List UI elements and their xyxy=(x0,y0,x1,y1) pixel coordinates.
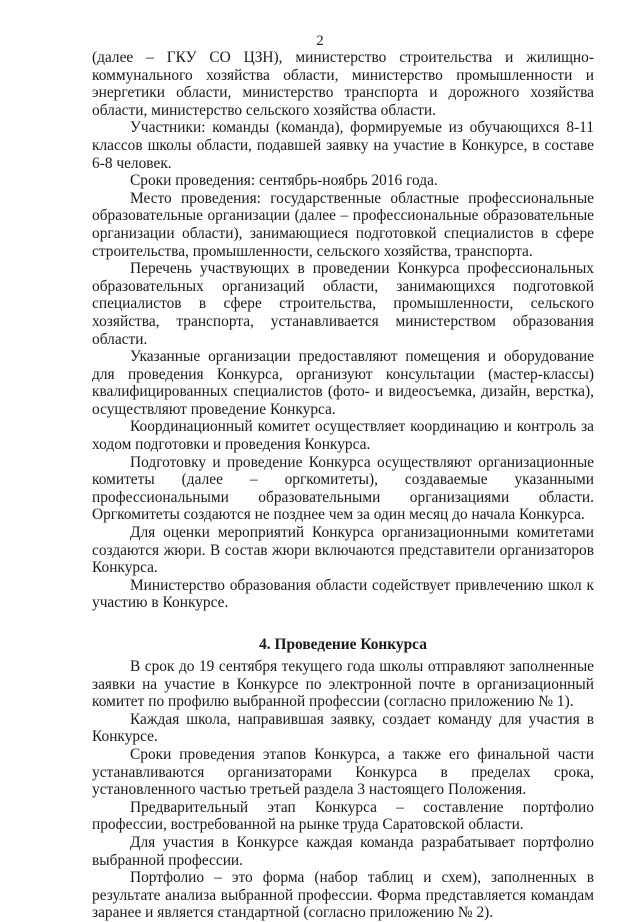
paragraph: Место проведения: государственные областные профессиональные образовательные организации (далее – профессиональные образовательные организации области), занимающиеся подготовкой специалистов в сфере строительства, промышленности, сельского хозяйства, транспорта. xyxy=(92,189,594,260)
paragraph: Подготовку и проведение Конкурса осуществляют организационные комитеты (далее – оргкомитеты), создаваемые указанными профессиональными образовательными организациями области. Оргкомитеты создаются не позднее чем за один месяц до начала Конкурса. xyxy=(92,453,594,524)
paragraph: Портфолио – это форма (набор таблиц и схем), заполненных в результате анализа выбранной профессии. Форма представляется командам заранее и является стандартной (согласно приложению № 2). xyxy=(92,869,594,922)
paragraph: Каждая школа, направившая заявку, создает команду для участия в Конкурсе. xyxy=(92,710,594,746)
paragraph: Министерство образования области содействует привлечению школ к участию в Конкурсе. xyxy=(92,576,594,612)
paragraph: Участники: команды (команда), формируемые из обучающихся 8-11 классов школы области, подавшей заявку на участие в Конкурсе, в составе 6-8 человек. xyxy=(92,119,594,172)
document-body xyxy=(92,49,594,922)
section-heading: 4. Проведение Конкурса xyxy=(259,636,427,653)
paragraph: Указанные организации предоставляют помещения и оборудование для проведения Конкурса, организуют консультации (мастер-классы) квалифицированных специалистов (фото- и видеосъемка, дизайн, верстка), осуществляют проведение Конкурса. xyxy=(92,348,594,418)
paragraph: Сроки проведения этапов Конкурса, а также его финальной части устанавливаются организаторами Конкурса в пределах срока, установленного частью третьей раздела 3 настоящего Положения. xyxy=(92,745,594,799)
paragraph: Для участия в Конкурсе каждая команда разрабатывает портфолио выбранной профессии. xyxy=(92,833,594,869)
paragraph: Перечень участвующих в проведении Конкурса профессиональных образовательных организаций области, занимающихся подготовкой специалистов в сфере строительства, промышленности, сельского хозяйства, транспорта, устанавливается министерством образования области. xyxy=(92,260,594,348)
paragraph: Сроки проведения: сентябрь-ноябрь 2016 года. xyxy=(130,172,438,190)
page-number: 2 xyxy=(316,33,324,49)
paragraph: (далее – ГКУ СО ЦЗН), министерство строительства и жилищно-коммунального хозяйства области, министерство промышленности и энергетики области, министерство транспорта и дорожного хозяйства области, министерство сельского хозяйства области. xyxy=(92,49,594,119)
paragraph: Координационный комитет осуществляет координацию и контроль за ходом подготовки и проведения Конкурса. xyxy=(92,418,594,454)
paragraph: Предварительный этап Конкурса – составление портфолио профессии, востребованной на рынке труда Саратовской области. xyxy=(92,798,594,834)
section-spacer xyxy=(92,612,594,630)
paragraph: В срок до 19 сентября текущего года школы отправляют заполненные заявки на участие в Конкурсе по электронной почте в организационный комитет по профилю выбранной профессии (согласно приложению № 1). xyxy=(92,658,594,711)
paragraph: Для оценки мероприятий Конкурса организационными комитетами создаются жюри. В состав жюри включаются представители организаторов Конкурса. xyxy=(92,524,594,577)
